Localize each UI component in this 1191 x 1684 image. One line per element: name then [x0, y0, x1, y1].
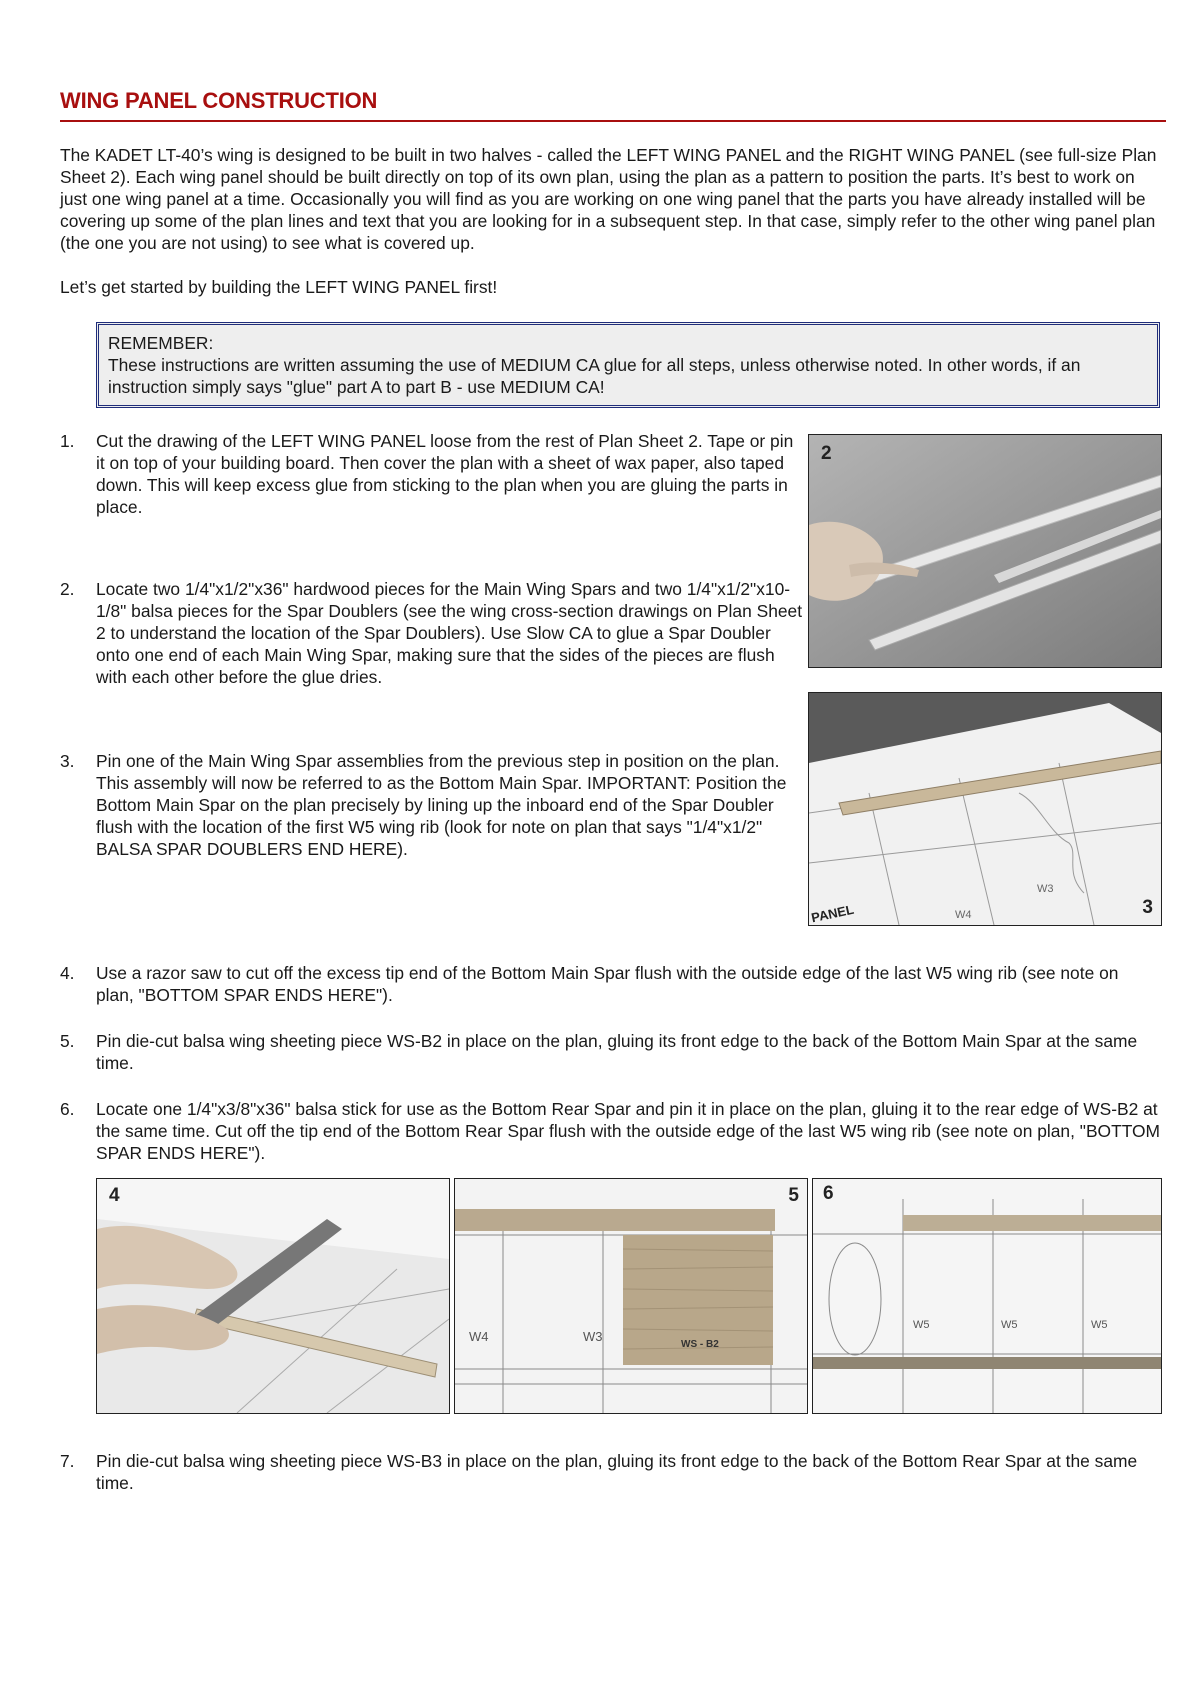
step-text: Use a razor saw to cut off the excess tip end of the Bottom Main Spar flush with the outside edge of the last W5 wing rib (see note on plan, "BOTTOM SPAR ENDS HERE"). — [96, 963, 1119, 1005]
step-number: 7. — [60, 1451, 75, 1471]
plan-rib-label: W3 — [1037, 883, 1054, 895]
step-text: Pin die-cut balsa wing sheeting piece WS-B2 in place on the plan, gluing its front edge to the back of the Bottom Main Spar at the same time. — [96, 1031, 1138, 1073]
photo-step-6-image — [813, 1179, 1161, 1413]
remember-body: These instructions are written assuming the use of MEDIUM CA glue for all steps, unless otherwise noted. In other words, if an instruction simply says "glue" part A to part B - use MEDIUM CA! — [108, 355, 1081, 397]
photo-number: 5 — [788, 1185, 799, 1206]
photo-number: 3 — [1142, 897, 1153, 918]
photo-step-6 — [812, 1178, 1162, 1414]
part-label: WS - B2 — [681, 1339, 719, 1350]
step-number: 6. — [60, 1099, 75, 1119]
photo-step-3-image — [809, 693, 1161, 925]
photo-step-5 — [454, 1178, 808, 1414]
plan-rib-label: W5 — [913, 1319, 930, 1331]
step-text: Pin one of the Main Wing Spar assemblies from the previous step in position on the plan. This assembly will now be referred to as the Bottom Main Spar. IMPORTANT: Position the Bottom Main Spar on the plan precisely by lining up the inboard end of the Spar Doubler flush with the location of the first W5 wing rib (look for note on plan that says "1/4"x1/2" BALSA SPAR DOUBLERS END HERE). — [96, 751, 787, 859]
photo-step-4-image — [97, 1179, 449, 1413]
step-text: Locate two 1/4"x1/2"x36" hardwood pieces for the Main Wing Spars and two 1/4"x1/2"x10-1/8" balsa pieces for the Spar Doublers (see the wing cross-section drawings on Plan Sheet 2 to understand the location of the Spar Doublers). Use Slow CA to glue a Spar Doubler onto one end of each Main Wing Spar, making sure that the sides of the pieces are flush with each other before the glue dries. — [96, 579, 803, 687]
start-paragraph: Let’s get started by building the LEFT WING PANEL first! — [60, 277, 498, 297]
remember-title: REMEMBER: — [108, 333, 214, 353]
step-number: 5. — [60, 1031, 75, 1051]
plan-rib-label: W4 — [469, 1329, 489, 1344]
photo-step-2-image — [809, 435, 1161, 667]
intro-paragraph: The KADET LT-40’s wing is designed to be built in two halves - called the LEFT WING PANEL and the RIGHT WING PANEL (see full-size Plan Sheet 2). Each wing panel should be built directly on top of its own plan, using the plan as a pattern to position the parts. It’s best to work on just one wing panel at a time. Occasionally you will find as you are working on one wing panel that the parts you have already installed will be covering up some of the plan lines and text that you are looking for in a subsequent step. In that case, simply refer to the other wing panel plan (the one you are not using) to see what is covered up. — [60, 145, 1157, 253]
step-text: Cut the drawing of the LEFT WING PANEL loose from the rest of Plan Sheet 2. Tape or pin it on top of your building board. Then cover the plan with a sheet of wax paper, also taped down. This will keep excess glue from sticking to the plan when you are gluing the parts in place. — [96, 431, 794, 517]
photo-step-3 — [808, 692, 1162, 926]
step-number: 1. — [60, 431, 75, 451]
step-text: Locate one 1/4"x3/8"x36" balsa stick for use as the Bottom Rear Spar and pin it in place on the plan, gluing it to the rear edge of WS-B2 at the same time. Cut off the tip end of the Bottom Rear Spar flush with the outside edge of the last W5 wing rib (see note on plan, "BOTTOM SPAR ENDS HERE"). — [96, 1099, 1161, 1163]
page-title: WING PANEL CONSTRUCTION — [60, 88, 1166, 122]
step-number: 4. — [60, 963, 75, 983]
photo-step-2 — [808, 434, 1162, 668]
photo-number: 2 — [821, 443, 832, 464]
remember-callout — [96, 322, 1160, 408]
plan-caption: PANEL — [809, 901, 856, 926]
plan-rib-label: W3 — [583, 1329, 603, 1344]
plan-rib-label: W5 — [1091, 1319, 1108, 1331]
step-number: 2. — [60, 579, 75, 599]
photo-number: 4 — [109, 1185, 120, 1206]
plan-rib-label: W4 — [955, 909, 972, 921]
photo-step-4 — [96, 1178, 450, 1414]
plan-rib-label: W5 — [1001, 1319, 1018, 1331]
photo-number: 6 — [823, 1183, 834, 1204]
step-number: 3. — [60, 751, 75, 771]
step-text: Pin die-cut balsa wing sheeting piece WS-B3 in place on the plan, gluing its front edge to the back of the Bottom Rear Spar at the same time. — [96, 1451, 1138, 1493]
photo-step-5-image — [455, 1179, 807, 1413]
